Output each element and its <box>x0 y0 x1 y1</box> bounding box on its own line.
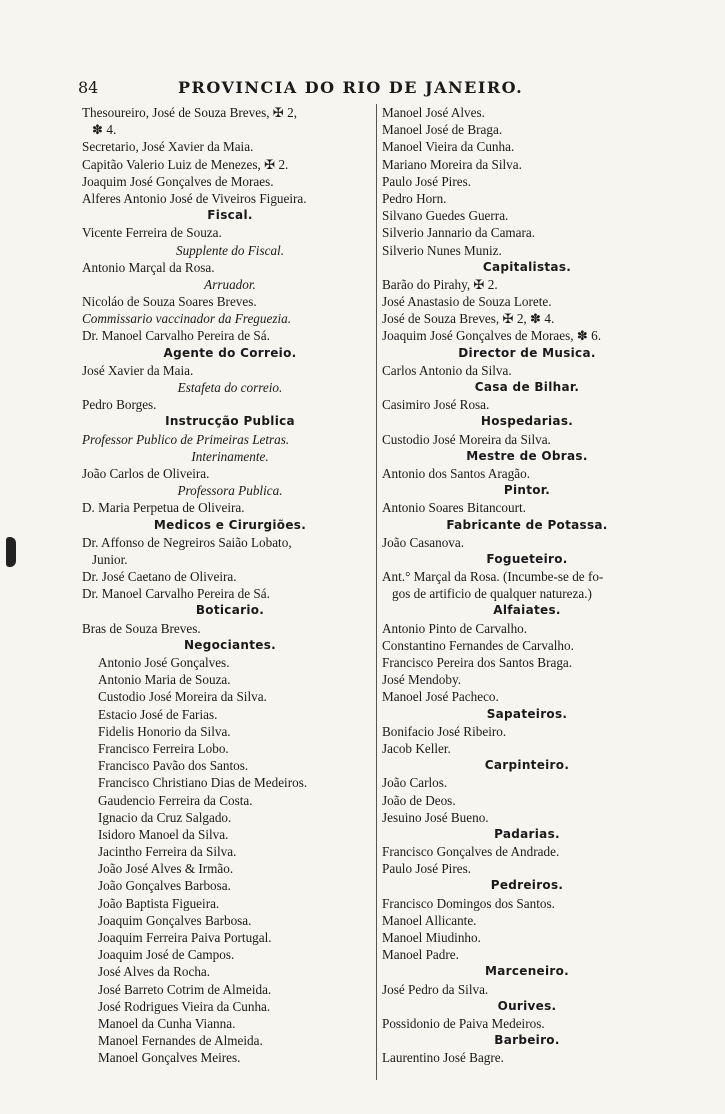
directory-entry: Antonio José Gonçalves. <box>98 655 230 670</box>
directory-entry: José Xavier da Maia. <box>82 362 194 378</box>
page-title: PROVINCIA DO RIO DE JANEIRO. <box>178 78 524 97</box>
directory-entry: Joaquim José Gonçalves de Moraes, ✽ 6. <box>382 328 602 344</box>
directory-entry: Pedro Borges. <box>82 397 157 413</box>
directory-entry: João de Deos. <box>382 792 456 808</box>
directory-entry: Estafeta do correio. <box>177 380 283 395</box>
directory-entry: ✽ 4. <box>92 122 117 138</box>
directory-entry: Laurentino José Bagre. <box>382 1050 504 1066</box>
directory-entry: Silvano Guedes Guerra. <box>382 208 509 224</box>
directory-entry: Francisco Ferreira Lobo. <box>98 740 229 756</box>
directory-entry: Joaquim Ferreira Paiva Portugal. <box>98 930 272 945</box>
directory-entry: Dr. Affonso de Negreiros Saião Lobato, <box>82 534 292 550</box>
directory-entry: gos de artificio de qualquer natureza.) <box>392 586 592 602</box>
directory-entry: Professora Publica. <box>177 483 283 499</box>
left-column <box>82 104 378 1067</box>
directory-entry: Vicente Ferreira de Souza. <box>82 225 222 241</box>
section-heading: Ourives. <box>497 998 557 1013</box>
directory-entry: Manoel Vieira da Cunha. <box>382 139 515 155</box>
section-heading: Carpinteiro. <box>484 758 570 773</box>
directory-entry: Paulo José Pires. <box>382 861 472 877</box>
section-heading: Pedreiros. <box>490 878 564 893</box>
directory-entry: Manoel Miudinho. <box>382 930 481 945</box>
directory-entry: Bonifacio José Ribeiro. <box>382 723 507 739</box>
directory-entry: José Rodrigues Vieira da Cunha. <box>98 998 271 1014</box>
directory-entry: Carlos Antonio da Silva. <box>382 362 512 378</box>
directory-entry: José Mendoby. <box>382 672 461 688</box>
directory-entry: Dr. Manoel Carvalho Pereira de Sá. <box>82 328 270 344</box>
directory-entry: Mariano Moreira da Silva. <box>382 156 522 172</box>
section-heading: Fabricante de Potassa. <box>446 517 608 532</box>
directory-entry: Dr. Manoel Carvalho Pereira de Sá. <box>82 586 270 602</box>
directory-entry: Francisco Pereira dos Santos Braga. <box>382 655 573 670</box>
directory-entry: Junior. <box>92 551 128 567</box>
directory-entry: Bras de Souza Breves. <box>82 620 201 636</box>
directory-entry: Ignacio da Cruz Salgado. <box>98 809 232 825</box>
section-heading: Medicos e Cirurgiões. <box>153 517 307 532</box>
directory-entry: Antonio Pinto de Carvalho. <box>382 620 528 636</box>
section-heading: Fogueteiro. <box>486 551 568 566</box>
directory-entry: Paulo José Pires. <box>382 173 472 189</box>
directory-entry: José de Souza Breves, ✠ 2, ✽ 4. <box>382 311 555 327</box>
section-heading: Marceneiro. <box>484 964 570 979</box>
directory-entry: Manoel José Alves. <box>382 105 485 120</box>
directory-entry: Antonio Marçal da Rosa. <box>82 259 215 275</box>
directory-entry: Commissario vaccinador da Freguezia. <box>82 311 292 327</box>
directory-entry: Gaudencio Ferreira da Costa. <box>98 792 253 808</box>
directory-entry: Manoel Padre. <box>382 947 459 963</box>
directory-entry: Ant.° Marçal da Rosa. (Incumbe-se de fo- <box>382 569 604 585</box>
directory-entry: Joaquim José Gonçalves de Moraes. <box>82 173 274 189</box>
directory-entry: Francisco Domingos dos Santos. <box>382 895 555 911</box>
directory-entry: Barão do Pirahy, ✠ 2. <box>382 276 498 292</box>
directory-entry: Joaquim Gonçalves Barbosa. <box>98 912 252 928</box>
directory-entry: João Baptista Figueira. <box>98 895 220 911</box>
directory-entry: Jesuino José Bueno. <box>382 809 489 825</box>
directory-entry: João Carlos de Oliveira. <box>82 465 210 481</box>
directory-entry: Alferes Antonio José de Viveiros Figueira. <box>82 190 307 206</box>
section-heading: Hospedarias. <box>480 414 574 429</box>
directory-entry: Casimiro José Rosa. <box>382 397 490 413</box>
directory-entry: Manoel Fernandes de Almeida. <box>98 1033 263 1049</box>
directory-entry: Arruador. <box>204 276 256 292</box>
margin-ink-mark <box>6 537 16 567</box>
directory-entry: Jacob Keller. <box>382 740 451 756</box>
directory-entry: João Carlos. <box>382 775 448 791</box>
directory-entry: Interinamente. <box>191 448 269 464</box>
directory-entry: Silverio Jannario da Camara. <box>382 225 536 241</box>
directory-entry: Francisco Gonçalves de Andrade. <box>382 844 560 860</box>
directory-entry: Custodio José Moreira da Silva. <box>382 431 551 447</box>
directory-entry: Manoel Allicante. <box>382 912 477 928</box>
directory-entry: Manoel Gonçalves Meires. <box>98 1050 241 1066</box>
directory-entry: Joaquim José de Campos. <box>98 947 235 963</box>
directory-entry: José Anastasio de Souza Lorete. <box>382 294 552 310</box>
directory-entry: Jacintho Ferreira da Silva. <box>98 844 237 860</box>
directory-entry: José Alves da Rocha. <box>98 964 211 980</box>
directory-entry: Estacio José de Farias. <box>98 706 218 722</box>
directory-entry: Secretario, José Xavier da Maia. <box>82 139 254 155</box>
directory-entry: Possidonio de Paiva Medeiros. <box>382 1015 545 1031</box>
directory-entry: João Casanova. <box>382 534 465 550</box>
directory-entry: Francisco Pavão dos Santos. <box>98 758 249 774</box>
directory-entry: Francisco Christiano Dias de Medeiros. <box>98 775 308 791</box>
section-heading: Boticario. <box>195 603 265 618</box>
directory-entry: Antonio dos Santos Aragão. <box>382 465 530 481</box>
directory-entry: Manoel José Pacheco. <box>382 689 499 705</box>
section-heading: Agente do Correio. <box>163 345 297 360</box>
directory-entry: João José Alves & Irmão. <box>98 861 234 877</box>
directory-entry: João Gonçalves Barbosa. <box>98 878 231 894</box>
directory-entry: Supplente do Fiscal. <box>175 242 285 258</box>
section-heading: Fiscal. <box>207 208 253 223</box>
section-heading: Padarias. <box>494 826 560 841</box>
column-divider <box>376 104 377 1080</box>
section-heading: Director de Musica. <box>458 345 596 360</box>
section-heading: Pintor. <box>503 483 551 498</box>
directory-entry: Fidelis Honorio da Silva. <box>98 723 231 739</box>
directory-entry: Professor Publico de Primeiras Letras. <box>82 431 290 447</box>
section-heading: Capitalistas. <box>482 259 572 274</box>
section-heading: Instrucção Publica <box>165 414 295 429</box>
right-column <box>382 104 672 1067</box>
section-heading: Mestre de Obras. <box>466 448 588 463</box>
directory-entry: Constantino Fernandes de Carvalho. <box>382 637 574 653</box>
page-header <box>78 78 558 100</box>
directory-entry: D. Maria Perpetua de Oliveira. <box>82 500 245 516</box>
directory-entry: José Barreto Cotrim de Almeida. <box>98 981 272 997</box>
directory-entry: Dr. José Caetano de Oliveira. <box>82 569 237 585</box>
directory-entry: Pedro Horn. <box>382 190 447 206</box>
page-number: 84 <box>78 78 99 97</box>
directory-entry: Isidoro Manoel da Silva. <box>98 826 229 842</box>
section-heading: Sapateiros. <box>486 706 568 721</box>
directory-entry: Manoel da Cunha Vianna. <box>98 1015 236 1031</box>
directory-entry: Nicoláo de Souza Soares Breves. <box>82 294 257 310</box>
section-heading: Barbeiro. <box>494 1033 560 1048</box>
section-heading: Alfaiates. <box>493 603 561 618</box>
directory-entry: José Pedro da Silva. <box>382 981 489 997</box>
directory-entry: Thesoureiro, José de Souza Breves, ✠ 2, <box>82 105 298 120</box>
directory-entry: Antonio Maria de Souza. <box>98 672 231 688</box>
directory-entry: Custodio José Moreira da Silva. <box>98 689 267 705</box>
directory-entry: Manoel José de Braga. <box>382 122 503 138</box>
section-heading: Casa de Bilhar. <box>474 380 580 394</box>
directory-entry: Capitão Valerio Luiz de Menezes, ✠ 2. <box>82 156 289 172</box>
section-heading: Negociantes. <box>183 637 277 652</box>
directory-entry: Antonio Soares Bitancourt. <box>382 500 526 516</box>
directory-entry: Silverio Nunes Muniz. <box>382 242 502 258</box>
